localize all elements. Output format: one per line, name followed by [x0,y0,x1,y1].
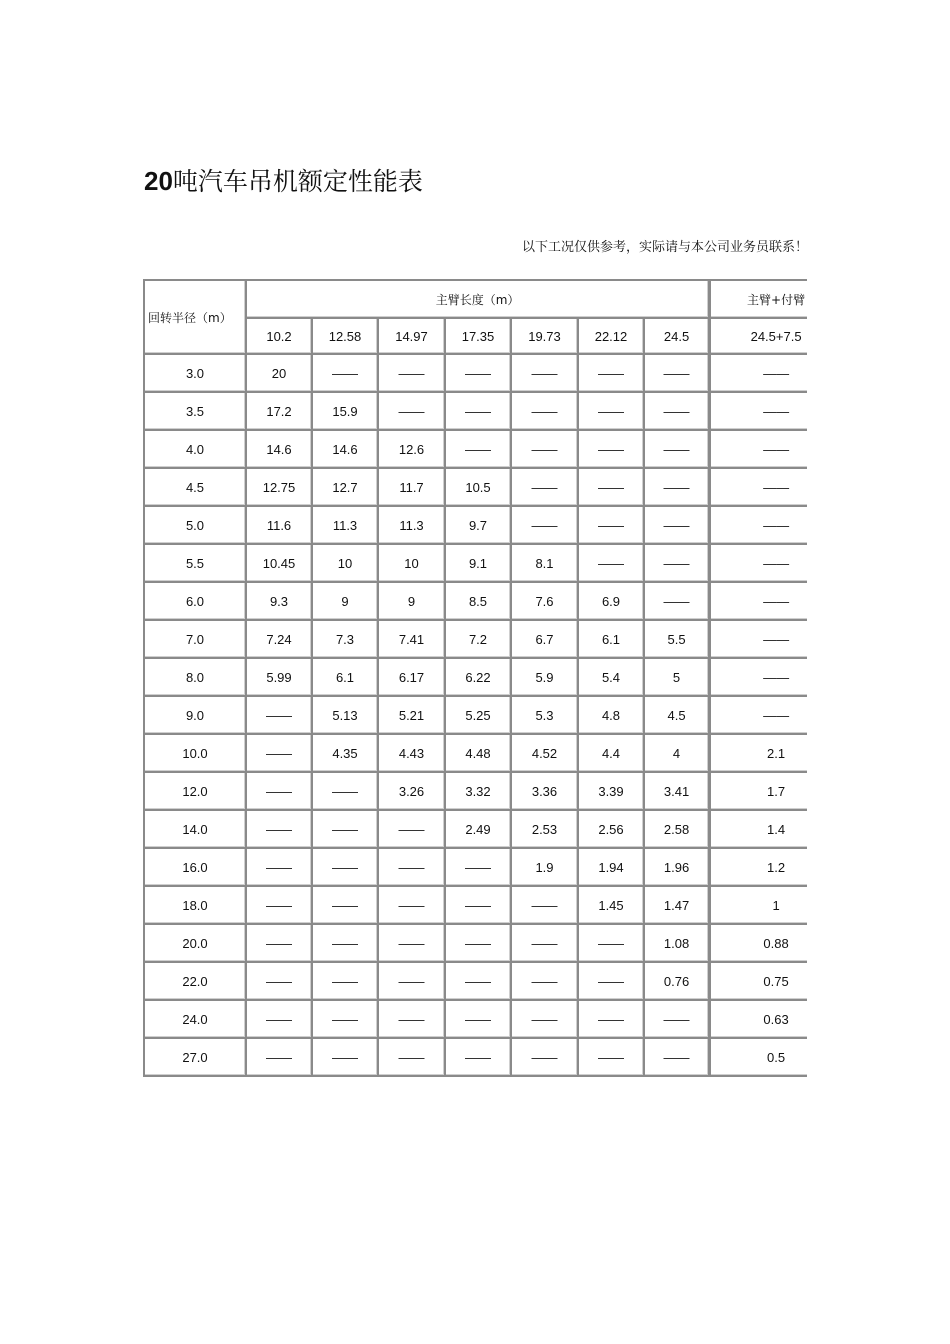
load-cell: 3.32 [446,773,512,811]
load-cell: 2.56 [579,811,645,849]
load-cell: 2.53 [512,811,579,849]
disclaimer-note: 以下工况仅供参考，实际请与本公司业务员联系！ [521,240,808,255]
radius-cell: 9.0 [145,697,247,735]
load-cell: —— [247,1001,313,1039]
load-cell: 7.6 [512,583,579,621]
table-row [145,393,807,431]
load-cell: 0.76 [645,963,711,1001]
load-cell: —— [247,773,313,811]
load-cell: 1.94 [579,849,645,887]
load-cell: 11.3 [379,507,446,545]
load-cell: 9.3 [247,583,313,621]
load-cell: —— [247,849,313,887]
load-cell: 12.75 [247,469,313,507]
load-cell: 10 [313,545,379,583]
jib-load-cell: 0.75 [711,963,807,1001]
load-cell: —— [512,925,579,963]
load-cell: 12.6 [379,431,446,469]
table-row [145,887,807,925]
load-cell: —— [313,1039,379,1077]
load-cell: —— [579,393,645,431]
load-cell: 12.7 [313,469,379,507]
jib-load-cell: —— [711,507,807,545]
radius-cell: 8.0 [145,659,247,697]
table-row [145,621,807,659]
load-cell: —— [579,431,645,469]
load-cell: 14.6 [247,431,313,469]
load-cell: —— [579,1001,645,1039]
jib-load-cell: 1.7 [711,773,807,811]
page-title [144,163,423,200]
load-cell: —— [247,1039,313,1077]
load-cell: 1.45 [579,887,645,925]
boom-length-header: 24.5 [645,319,711,355]
load-cell: 11.6 [247,507,313,545]
radius-cell: 14.0 [145,811,247,849]
boom-length-header: 14.97 [379,319,446,355]
load-cell: —— [379,355,446,393]
load-cell: 10.5 [446,469,512,507]
radius-cell: 22.0 [145,963,247,1001]
load-cell: 9.1 [446,545,512,583]
load-cell: —— [645,469,711,507]
load-cell: 7.24 [247,621,313,659]
load-cell: —— [645,431,711,469]
jib-load-cell: 0.63 [711,1001,807,1039]
load-cell: —— [446,1001,512,1039]
jib-load-cell: 1.4 [711,811,807,849]
load-cell: —— [379,925,446,963]
load-cell: —— [446,431,512,469]
load-cell: —— [313,963,379,1001]
load-cell: —— [579,963,645,1001]
load-cell: —— [512,1001,579,1039]
load-cell: —— [579,507,645,545]
load-cell: —— [645,1039,711,1077]
load-cell: —— [645,355,711,393]
load-cell: —— [579,469,645,507]
table-row [145,849,807,887]
load-cell: 5.9 [512,659,579,697]
jib-load-cell: 0.88 [711,925,807,963]
load-cell: 1.08 [645,925,711,963]
load-cell: 7.2 [446,621,512,659]
load-cell: 4.35 [313,735,379,773]
radius-cell: 4.0 [145,431,247,469]
load-cell: 11.7 [379,469,446,507]
jib-load-cell: —— [711,355,807,393]
load-cell: —— [512,469,579,507]
radius-cell: 18.0 [145,887,247,925]
load-cell: 4.8 [579,697,645,735]
load-cell: 7.41 [379,621,446,659]
load-cell: —— [247,887,313,925]
load-cell: —— [512,963,579,1001]
radius-cell: 6.0 [145,583,247,621]
load-cell: 8.1 [512,545,579,583]
load-cell: 6.7 [512,621,579,659]
load-cell: 2.58 [645,811,711,849]
table-row [145,355,807,393]
load-cell: 17.2 [247,393,313,431]
load-cell: —— [446,1039,512,1077]
load-cell: —— [446,925,512,963]
jib-load-cell: 2.1 [711,735,807,773]
table-row [145,1039,807,1077]
boom-length-header: 12.58 [313,319,379,355]
load-cell: —— [313,849,379,887]
load-cell: 5.25 [446,697,512,735]
load-cell: 1.47 [645,887,711,925]
boom-length-header: 17.35 [446,319,512,355]
load-cell: 5.5 [645,621,711,659]
jib-load-cell: —— [711,393,807,431]
load-cell: —— [247,735,313,773]
load-cell: —— [313,887,379,925]
load-cell: 11.3 [313,507,379,545]
radius-cell: 24.0 [145,1001,247,1039]
title-number: 20 [144,166,173,196]
load-cell: 6.9 [579,583,645,621]
load-cell: 7.3 [313,621,379,659]
load-cell: 1.9 [512,849,579,887]
load-cell: —— [645,583,711,621]
load-cell: 10 [379,545,446,583]
load-cell: 9.7 [446,507,512,545]
load-cell: 1.96 [645,849,711,887]
load-cell: —— [247,925,313,963]
load-cell: 8.5 [446,583,512,621]
table-row [145,697,807,735]
load-cell: 4.4 [579,735,645,773]
boom-length-header: 19.73 [512,319,579,355]
load-cell: 5.4 [579,659,645,697]
radius-header: 回转半径（m） [145,281,247,355]
load-cell: —— [379,849,446,887]
performance-table [143,279,807,1077]
load-cell: —— [446,849,512,887]
load-cell: 3.26 [379,773,446,811]
table-row [145,1001,807,1039]
radius-cell: 4.5 [145,469,247,507]
radius-cell: 3.0 [145,355,247,393]
performance-table-container [143,279,807,1089]
load-cell: 5 [645,659,711,697]
load-cell: —— [446,887,512,925]
load-cell: 4.43 [379,735,446,773]
jib-load-cell: —— [711,659,807,697]
load-cell: 15.9 [313,393,379,431]
load-cell: —— [379,887,446,925]
title-text: 吨汽车吊机额定性能表 [172,167,423,196]
table-row [145,545,807,583]
load-cell: —— [579,545,645,583]
load-cell: —— [313,355,379,393]
jib-load-cell: 1.2 [711,849,807,887]
jib-load-cell: 1 [711,887,807,925]
load-cell: —— [446,393,512,431]
load-cell: —— [247,811,313,849]
radius-cell: 7.0 [145,621,247,659]
load-cell: —— [379,811,446,849]
jib-load-cell: —— [711,545,807,583]
table-row [145,659,807,697]
table-row [145,431,807,469]
jib-load-cell: —— [711,583,807,621]
load-cell: —— [379,963,446,1001]
load-cell: —— [512,507,579,545]
boom-length-header: 10.2 [247,319,313,355]
load-cell: —— [313,811,379,849]
load-cell: —— [645,545,711,583]
radius-cell: 5.5 [145,545,247,583]
load-cell: 10.45 [247,545,313,583]
load-cell: 4.52 [512,735,579,773]
boom-length-header: 22.12 [579,319,645,355]
load-cell: 20 [247,355,313,393]
load-cell: —— [645,507,711,545]
radius-cell: 27.0 [145,1039,247,1077]
radius-cell: 10.0 [145,735,247,773]
load-cell: —— [446,963,512,1001]
table-row [145,469,807,507]
jib-load-cell: —— [711,469,807,507]
radius-cell: 20.0 [145,925,247,963]
table-row [145,507,807,545]
load-cell: 3.39 [579,773,645,811]
table-row [145,963,807,1001]
load-cell: 14.6 [313,431,379,469]
radius-cell: 16.0 [145,849,247,887]
load-cell: 6.1 [579,621,645,659]
jib-load-cell: —— [711,697,807,735]
radius-cell: 5.0 [145,507,247,545]
table-row [145,583,807,621]
table-row [145,925,807,963]
jib-header: 主臂+付臂 [711,281,807,319]
load-cell: 9 [313,583,379,621]
radius-cell: 12.0 [145,773,247,811]
load-cell: —— [512,355,579,393]
load-cell: —— [579,355,645,393]
load-cell: 3.36 [512,773,579,811]
load-cell: 4.48 [446,735,512,773]
load-cell: —— [313,925,379,963]
load-cell: 5.21 [379,697,446,735]
load-cell: —— [379,393,446,431]
load-cell: —— [247,697,313,735]
main-boom-header: 主臂长度（m） [247,281,711,319]
load-cell: 6.17 [379,659,446,697]
load-cell: —— [512,1039,579,1077]
load-cell: 2.49 [446,811,512,849]
jib-length-header: 24.5+7.5 [711,319,807,355]
table-row [145,773,807,811]
radius-cell: 3.5 [145,393,247,431]
load-cell: —— [579,1039,645,1077]
load-cell: —— [247,963,313,1001]
jib-load-cell: —— [711,621,807,659]
load-cell: —— [512,393,579,431]
load-cell: 5.99 [247,659,313,697]
table-row [145,811,807,849]
load-cell: —— [313,1001,379,1039]
jib-load-cell: 0.5 [711,1039,807,1077]
load-cell: 4 [645,735,711,773]
load-cell: 6.1 [313,659,379,697]
load-cell: 3.41 [645,773,711,811]
load-cell: —— [379,1001,446,1039]
load-cell: —— [446,355,512,393]
load-cell: —— [645,393,711,431]
load-cell: —— [313,773,379,811]
load-cell: 4.5 [645,697,711,735]
load-cell: 5.13 [313,697,379,735]
jib-load-cell: —— [711,431,807,469]
table-row [145,735,807,773]
load-cell: 6.22 [446,659,512,697]
header-row-1 [145,281,807,319]
load-cell: —— [579,925,645,963]
load-cell: —— [645,1001,711,1039]
load-cell: —— [512,887,579,925]
load-cell: 9 [379,583,446,621]
load-cell: 5.3 [512,697,579,735]
load-cell: —— [512,431,579,469]
load-cell: —— [379,1039,446,1077]
